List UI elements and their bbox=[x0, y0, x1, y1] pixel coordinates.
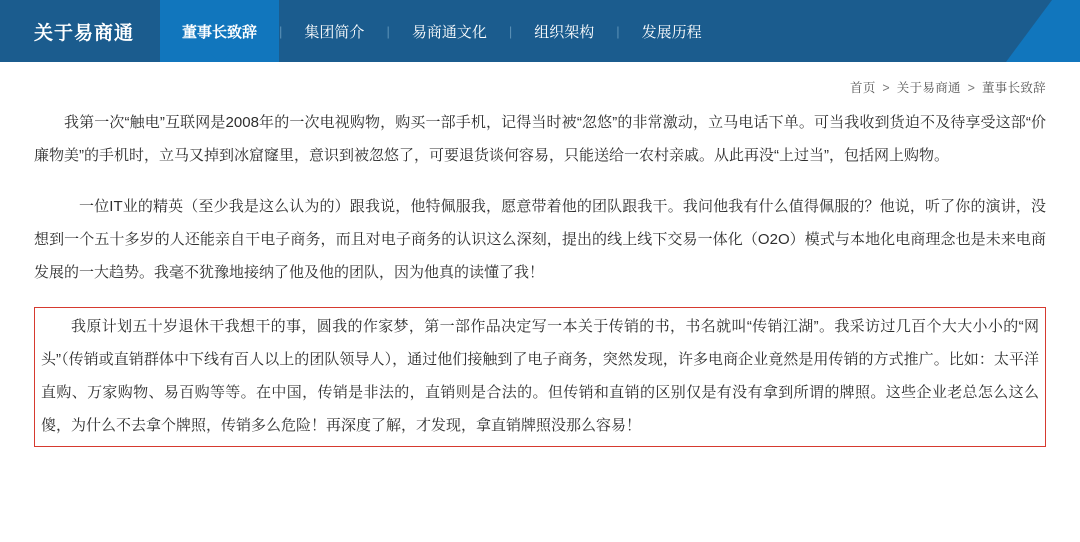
breadcrumb bbox=[0, 62, 1080, 96]
breadcrumb-item-home[interactable]: 首页 bbox=[850, 81, 876, 95]
article-body bbox=[0, 96, 1080, 447]
nav-active-arrow-icon bbox=[160, 54, 279, 62]
top-navigation-bar bbox=[0, 0, 1080, 62]
nav-item-group-profile[interactable] bbox=[282, 0, 386, 62]
nav-item-history[interactable] bbox=[620, 0, 724, 62]
nav-item-label: 董事长致辞 bbox=[182, 23, 258, 41]
nav-item-organization[interactable] bbox=[512, 0, 616, 62]
nav-separator: | bbox=[279, 23, 283, 39]
breadcrumb-item-current: 董事长致辞 bbox=[981, 81, 1046, 95]
nav-brand-title: 关于易商通 bbox=[34, 22, 135, 44]
nav-separator: | bbox=[386, 23, 390, 39]
nav-item-label: 易商通文化 bbox=[411, 23, 487, 41]
nav-item-label: 集团简介 bbox=[304, 23, 365, 41]
nav-item-label: 组织架构 bbox=[534, 23, 595, 41]
article-paragraph: 我第一次“触电”互联网是2008年的一次电视购物，购买一部手机，记得当时被“忽悠”的非常激动，立马电话下单。可当我收到货迫不及待享受这部“价廉物美”的手机时，立马又掉到冰窟窿里，意识到被忽悠了，可要退货谈何容易，只能送给一农村亲戚。从此再没“上过当”，包括网上购物。 bbox=[34, 114, 1046, 164]
nav-item-culture[interactable] bbox=[390, 0, 509, 62]
nav-item-list bbox=[160, 0, 724, 62]
breadcrumb-separator: > bbox=[967, 81, 976, 95]
nav-separator: | bbox=[508, 23, 513, 39]
article-paragraph-highlighted: 我原计划五十岁退休干我想干的事，圆我的作家梦，第一部作品决定写一本关于传销的书，书名就叫“传销江湖”。我采访过几百个大大小小的“网头”（传销或直销群体中下线有百人以上的团队领导人），通过他们接触到了电子商务，突然发现，许多电商企业竟然是用传销的方式推广。比如：太平洋直购、万家购物、易百购等等。在中国，传销是非法的，直销则是合法的。但传销和直销的区别仅是有没有拿到所谓的牌照。这些企业老总怎么这么傻，为什么不去拿个牌照，传销多么危险！再深度了解，才发现，拿直销牌照没那么容易！ bbox=[34, 307, 1046, 447]
breadcrumb-item-about[interactable]: 关于易商通 bbox=[896, 81, 961, 95]
nav-item-label: 发展历程 bbox=[641, 23, 702, 41]
nav-separator: | bbox=[616, 23, 620, 39]
nav-item-chairman-speech[interactable] bbox=[160, 0, 279, 62]
nav-corner-decoration bbox=[1006, 0, 1080, 62]
breadcrumb-separator: > bbox=[882, 81, 891, 95]
article-paragraph: 一位IT业的精英（至少我是这么认为的）跟我说，他特佩服我，愿意带着他的团队跟我干。我问他我有什么值得佩服的？他说，听了你的演讲，没想到一个五十多岁的人还能亲自干电子商务，而且对电子商务的认识这么深刻，提出的线上线下交易一体化（O2O）模式与本地化电商理念也是未来电商发展的一大趋势。我毫不犹豫地接纳了他及他的团队，因为他真的读懂了我！ bbox=[34, 198, 1046, 281]
